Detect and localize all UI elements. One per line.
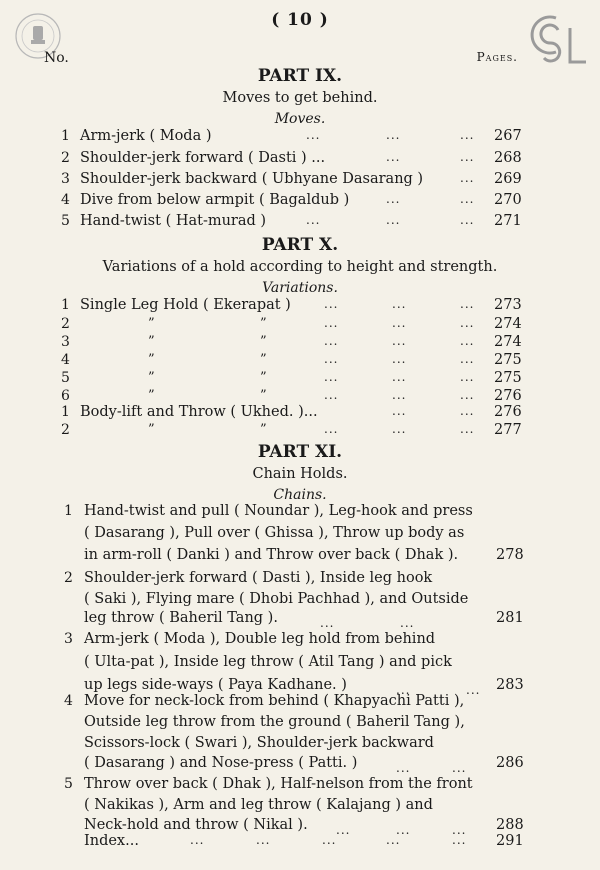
leader-dots: ...	[190, 833, 205, 847]
ditto-mark: ”	[148, 388, 155, 403]
leader-dots: ...	[396, 823, 411, 837]
leader-dots: ...	[392, 422, 407, 436]
item-number: 1	[64, 503, 73, 519]
item-text-line: Hand-twist and pull ( Noundar ), Leg-hook and press	[84, 503, 473, 519]
item-text: Dive from below armpit ( Bagaldub )	[80, 192, 350, 208]
item-page: 273	[494, 297, 522, 313]
item-number: 2	[61, 150, 70, 166]
leader-dots: ...	[460, 352, 475, 366]
item-text-line: Shoulder-jerk forward ( Dasti ), Inside leg hook	[84, 570, 433, 586]
leader-dots: ...	[460, 213, 475, 227]
item-text: Hand-twist ( Hat-murad )	[80, 213, 267, 229]
item-text: Arm-jerk ( Moda )	[80, 128, 212, 144]
item-page: 268	[494, 150, 522, 166]
item-number: 3	[61, 334, 70, 350]
leader-dots: ...	[386, 128, 401, 142]
leader-dots: ...	[392, 404, 407, 418]
item-page: 288	[496, 817, 524, 833]
ditto-mark: ”	[260, 316, 267, 331]
item-text-line: Outside leg throw from the ground ( Baheril Tang ),	[84, 714, 465, 730]
item-text: Shoulder-jerk forward ( Dasti ) ...	[80, 150, 326, 166]
list-item	[0, 150, 600, 172]
item-text: Body-lift and Throw ( Ukhed. )...	[80, 404, 318, 420]
ditto-mark: ”	[260, 422, 267, 437]
leader-dots: ...	[396, 683, 411, 697]
ditto-mark: ”	[148, 370, 155, 385]
leader-dots: ...	[460, 128, 475, 142]
leader-dots: ...	[386, 192, 401, 206]
item-page: 278	[496, 547, 524, 563]
leader-dots: ...	[452, 833, 467, 847]
leader-dots: ...	[460, 422, 475, 436]
item-number: 1	[61, 404, 70, 420]
leader-dots: ...	[392, 297, 407, 311]
leader-dots: ...	[452, 761, 467, 775]
item-number: 5	[64, 776, 73, 792]
item-number: 2	[61, 316, 70, 332]
part-11-title: PART XI.	[257, 442, 343, 462]
leader-dots: ...	[460, 370, 475, 384]
leader-dots: ...	[466, 683, 481, 697]
leader-dots: ...	[324, 297, 339, 311]
leader-dots: ...	[460, 297, 475, 311]
number-label: No.	[44, 50, 69, 66]
item-text-line: in arm-roll ( Danki ) and Throw over back ( Dhak ).	[84, 547, 459, 563]
item-text-line: leg throw ( Baheril Tang ).	[84, 610, 278, 626]
leader-dots: ...	[460, 192, 475, 206]
leader-dots: ...	[324, 388, 339, 402]
leader-dots: ...	[392, 316, 407, 330]
leader-dots: ...	[386, 213, 401, 227]
leader-dots: ...	[324, 422, 339, 436]
part-10-subtitle: Variations of a hold according to height and strength.	[102, 259, 498, 275]
csl-logo-icon	[528, 12, 590, 70]
leader-dots: ...	[460, 150, 475, 164]
page-number: ( 10 )	[271, 10, 329, 30]
item-page: 275	[494, 370, 522, 386]
leader-dots: ...	[452, 823, 467, 837]
ditto-mark: ”	[260, 370, 267, 385]
item-page: 286	[496, 755, 524, 771]
item-page: 269	[494, 171, 522, 187]
ditto-mark: ”	[260, 388, 267, 403]
index-label: Index...	[84, 833, 139, 849]
leader-dots: ...	[320, 616, 335, 630]
leader-dots: ...	[392, 334, 407, 348]
item-number: 5	[61, 213, 70, 229]
index-page: 291	[496, 833, 524, 849]
part-11-section-head: Chains.	[273, 487, 327, 503]
item-number: 2	[61, 422, 70, 438]
item-page: 277	[494, 422, 522, 438]
leader-dots: ...	[396, 761, 411, 775]
item-text-line: Scissors-lock ( Swari ), Shoulder-jerk backward	[84, 735, 434, 751]
item-text-line: Arm-jerk ( Moda ), Double leg hold from behind	[84, 631, 436, 647]
ditto-mark: ”	[148, 334, 155, 349]
leader-dots: ...	[256, 833, 271, 847]
item-text-line: ( Dasarang ), Pull over ( Ghissa ), Throw up body as	[84, 525, 465, 541]
leader-dots: ...	[324, 370, 339, 384]
ditto-mark: ”	[148, 352, 155, 367]
index-row	[0, 833, 600, 855]
item-number: 3	[64, 631, 73, 647]
ditto-mark: ”	[260, 352, 267, 367]
leader-dots: ...	[386, 150, 401, 164]
item-page: 276	[494, 388, 522, 404]
item-page: 274	[494, 334, 522, 350]
leader-dots: ...	[392, 388, 407, 402]
ditto-mark: ”	[148, 316, 155, 331]
leader-dots: ...	[460, 171, 475, 185]
item-number: 3	[61, 171, 70, 187]
leader-dots: ...	[324, 316, 339, 330]
item-page: 275	[494, 352, 522, 368]
item-number: 2	[64, 570, 73, 586]
leader-dots: ...	[460, 334, 475, 348]
leader-dots: ...	[322, 833, 337, 847]
leader-dots: ...	[306, 213, 321, 227]
list-item	[0, 213, 600, 235]
item-number: 6	[61, 388, 70, 404]
item-number: 1	[61, 297, 70, 313]
pages-label: Pages.	[476, 50, 518, 64]
item-number: 5	[61, 370, 70, 386]
item-number: 4	[64, 693, 73, 709]
item-page: 270	[494, 192, 522, 208]
part-10-section-head: Variations.	[262, 280, 338, 296]
leader-dots: ...	[324, 352, 339, 366]
item-number: 1	[61, 128, 70, 144]
item-page: 281	[496, 610, 524, 626]
ditto-mark: ”	[260, 334, 267, 349]
part-9-section-head: Moves.	[274, 111, 326, 127]
leader-dots: ...	[306, 128, 321, 142]
leader-dots: ...	[324, 334, 339, 348]
item-text-line: up legs side-ways ( Paya Kadhane. )	[84, 677, 347, 693]
part-11-subtitle: Chain Holds.	[252, 466, 348, 482]
item-text: Shoulder-jerk backward ( Ubhyane Dasarang )	[80, 171, 424, 187]
item-page: 283	[496, 677, 524, 693]
list-item	[0, 171, 600, 193]
part-9-title: PART IX.	[257, 66, 343, 86]
item-text-line: ( Saki ), Flying mare ( Dhobi Pachhad ), and Outside	[84, 591, 469, 607]
leader-dots: ...	[460, 388, 475, 402]
leader-dots: ...	[392, 352, 407, 366]
item-text-line: Neck-hold and throw ( Nikal ).	[84, 817, 308, 833]
item-number: 4	[61, 352, 70, 368]
item-page: 267	[494, 128, 522, 144]
list-item	[0, 128, 600, 150]
leader-dots: ...	[460, 404, 475, 418]
ditto-mark: ”	[148, 422, 155, 437]
part-9-subtitle: Moves to get behind.	[222, 90, 378, 106]
item-text-line: ( Nakikas ), Arm and leg throw ( Kalajang ) and	[84, 797, 433, 813]
leader-dots: ...	[392, 370, 407, 384]
list-item	[0, 192, 600, 214]
leader-dots: ...	[386, 833, 401, 847]
list-item	[0, 422, 600, 444]
leader-dots: ...	[460, 316, 475, 330]
item-text-line: Throw over back ( Dhak ), Half-nelson from the front	[84, 776, 473, 792]
item-number: 4	[61, 192, 70, 208]
item-page: 271	[494, 213, 522, 229]
item-page: 274	[494, 316, 522, 332]
leader-dots: ...	[400, 616, 415, 630]
item-text-line: ( Ulta-pat ), Inside leg throw ( Atil Tang ) and pick	[84, 654, 452, 670]
item-text: Single Leg Hold ( Ekerapat )	[80, 297, 291, 313]
leader-dots: ...	[336, 823, 351, 837]
part-10-title: PART X.	[261, 235, 339, 255]
item-page: 276	[494, 404, 522, 420]
item-text-line: ( Dasarang ) and Nose-press ( Patti. )	[84, 755, 358, 771]
item-text-line: Move for neck-lock from behind ( Khapyachi Patti ),	[84, 693, 465, 709]
